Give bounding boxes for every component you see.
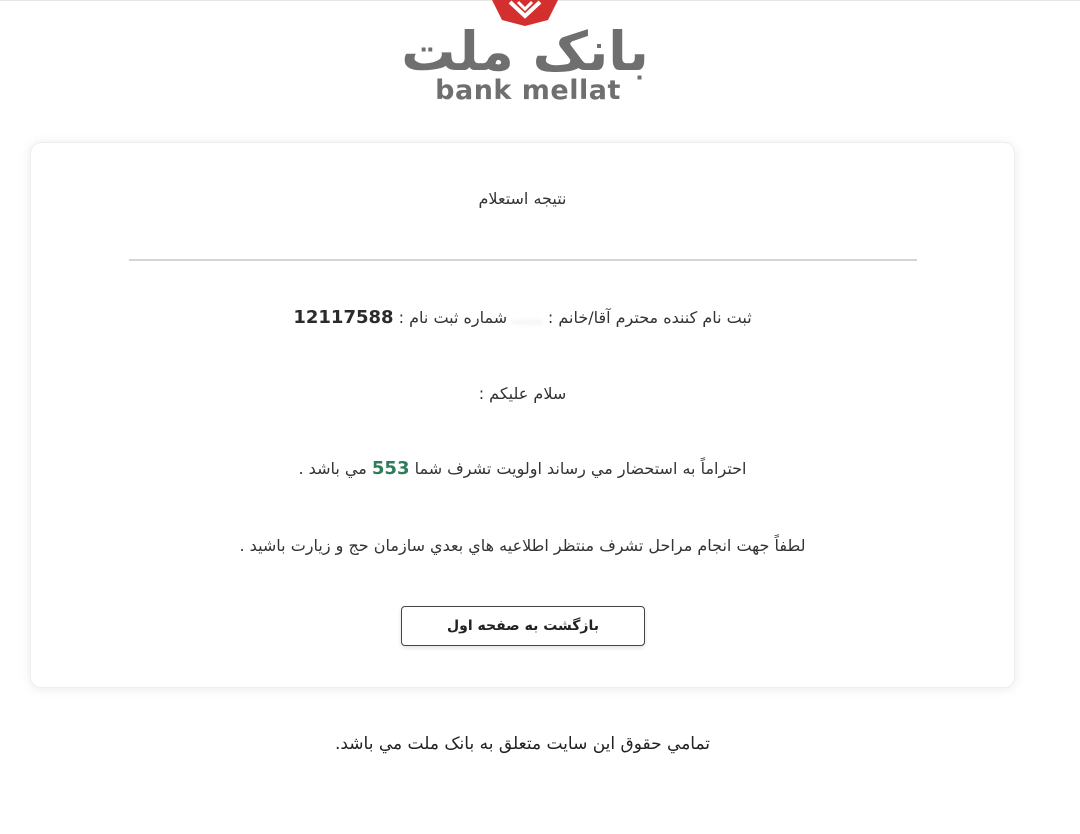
- registrant-name: ......: [512, 308, 543, 327]
- registrant-line: [91, 307, 954, 329]
- bank-logo: [400, 0, 650, 110]
- priority-line: [91, 458, 954, 480]
- priority-prefix: احتراماً به استحضار مي رساند اولويت تشرف شما: [414, 459, 747, 478]
- logo-text-english: bank mellat: [435, 75, 621, 106]
- result-card: [31, 143, 1014, 687]
- registrant-prefix: ثبت نام کننده محترم آقا/خانم :: [547, 308, 752, 327]
- greeting: سلام عليكم :: [478, 384, 567, 403]
- registration-label: شماره ثبت نام :: [398, 308, 508, 327]
- notice-text: لطفاً جهت انجام مراحل تشرف منتظر اطلاعيه هاي بعدي سازمان حج و زيارت باشيد .: [239, 536, 806, 555]
- priority-suffix: مي باشد .: [298, 459, 367, 478]
- card-title: نتیجه استعلام: [478, 189, 567, 208]
- card-divider: [129, 259, 917, 261]
- footer-copyright: تمامي حقوق اين سايت متعلق به بانک ملت مي باشد.: [334, 734, 711, 754]
- registration-number: 12117588: [293, 307, 394, 328]
- back-to-home-button[interactable]: بازگشت به صفحه اول: [401, 606, 645, 646]
- logo-text-persian: بانک ملت: [401, 20, 649, 83]
- priority-value: 553: [371, 458, 410, 479]
